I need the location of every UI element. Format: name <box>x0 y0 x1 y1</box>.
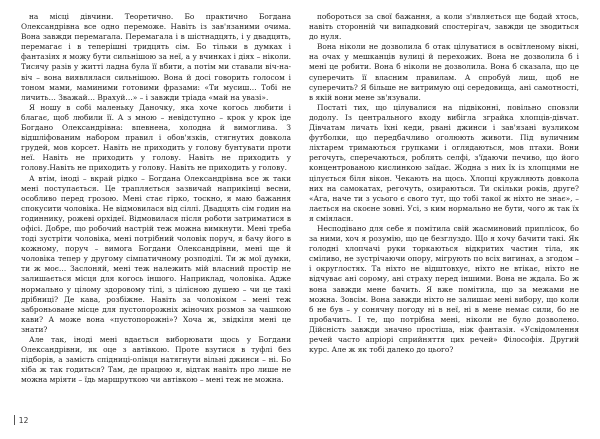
left-paragraph-2: Я ношу в собі маленьку Даночку, яка хоче когось любити і благає, щоб любили її. А з мною – невідступно – крок у крок іде Богдано Олександрівна: впевнена, холодна й вимоглива. З відшліфованим набором правил і обов'язків, стягнутих довкола грудей, мов корсет. Навіть не приходить у голову бунтувати проти неї. Навіть не приходить у голову. Навіть не приходить у голову.Навіть не приходить у голову. Навіть не приходить у голову. <box>21 102 291 173</box>
right-paragraph-2: Вона ніколи не дозволила б отак цілуватися в освітленому вікні, на очах у мешканців вулиці й перехожих. Вона не дозволила б і мені це робити. Вона б ніколи не дозволила. Вона б сказала, що це суперечить її власним правилам. А спробуй лиш, щоб не суперечить? Я більше не витримую оці середовища, ані самотності, в якій вони мене зв'язували. <box>309 42 579 102</box>
right-paragraph-1: побороться за свої бажання, а коли з'являється ще бодай хтось, навіть сторонній чи випадковий спостерігач, завжди це зводиться до нуля. <box>309 12 579 42</box>
page-number <box>14 415 28 425</box>
folio-rule <box>14 415 15 425</box>
left-paragraph-3: А втім, іноді – вкрай рідко – Богдана Олександрівна все ж таки мені поступається. Це трапляється зазвичай наприкінці весни, особливо перед грозою. Мені стає гірко, тоскно, я маю бажання спокусити чоловіка. Не відмовилася від сіллі. Двадцять сім годин на годиннику, рожеві орхідеї. Відмовилася після роботи затриматися в офісі. Добре, що робочий настрій теж можна вимкнути. Мені треба тоді зустріти чоловіка, мені потрібний чоловік поруч, я бачу його в кожному, поруч – вимога Богдани Олександрівни, мені ще й чоловіка тепер у другому сімпатичному розподілі. Ти ж мої думки, ти ж моє… Заслоняй, мені теж належить мій власний простір не залишається місця для когось іншого. Наприклад, чоловіка. Адже нормально у цілому здоровому тілі, з цілісною душею – чи це такі дрібниці? Де кава, розбіжне. Навіть за чоловіком – мені теж заброньоване місце для пустопорожніх жіночих розмов за чашкою кави? А може вона «пустопорожні»? Хоча ж, звідкіля мені це знати? <box>21 173 291 334</box>
left-paragraph-4: Але так, іноді мені вдається виборювати щось у Богдани Олександрівни, як оце з автівкою. Проте взутися в туфлі без підборів, а замість спідниці-олівця натягнути вільні джинси – ні. Бо хіба ж так годиться? Там, де працюю я, відтак навіть про лише не можна мріяти – їдь маршруткою чи автівкою – мені теж не можна. <box>21 335 291 385</box>
right-paragraph-3: Постаті тих, що цілувалися на підвіконні, повільно сповзли додолу. Із центрального входу вибігла зграйка хлопців-дівчат. Дівчатам личать їхні кеди, рвані джинси і зав'язані вузликом футболки, що передбачливо оголюють животи. Під вуличним ліхтарем тримаються групками і оглядаються, мов птахи. Вони регочуть, сперечаються, роблять селфі, з'їдаючи печиво, що його концентрованою кислинкою заїдає. Жодна з них їх із хлопцями не цілується біля вікон. Чекають на щось. Хлопці кружляють довкола них на самокатах, регочуть, озираються. Ти скільки років, друге? «Ага, наче ти з усього є свого тут, що тобі такої ж ніхто не знає», – лається на скоєне зовні. Усі, з ким нормально не бути, чого ж так їх я сміялася. <box>309 102 579 223</box>
right-page <box>309 12 579 412</box>
right-paragraph-4: Несподівано для себе я помітила свій жасминовий приплісок, бо за ними, хоч я розумію, що це безглуздо. Що я хочу бачити такі. Як голодні хлопчачі руки торкаються відкритих частин тіла, як сміливо, не зустрічаючи опору, мігрують по всіх вигинах, а згодом – і округлостях. Та ніхто не відштовхує, ніхто не втікає, ніхто не відчуває ані сорому, ані страху перед іншими. Вона не ждала. Бо ж вона завжди мене бачить. Я вже помітила, що за межами не можна. Зовсім. Вона завжди ніхто не залишає мені вибору, що коли б не був – у сонячну погоду ні в неї, ні в мене немає сили, бо не пробачить. І те, що потрібна мені, ніколи не було дозволено. Дійсність завжди значно простіша, ніж фантазія. «Усвідомлення речей часто апріорі сприйняття цих речей» Філософія. Другий курс. Але ж як тобі далеко до цього? <box>309 223 579 355</box>
left-paragraph-1: на місці дівчини. Теоретично. Бо практично Богдана Олександрівна все одно переможе. Навіть із зав'язаними очима. Вона завжди перемагала. Перемагала і в шістнадцять, і у двадцять, перемагає і в теперішні тридцять сім. Бо тільки в думках і фантазіях я можу бути сильнішою за неї, а у вчинках і діях – ніколи. Тисячу разів у житті ладна була її вбити, а потім ми ставали віч-на-віч – вона виявлялася сильнішою. Вона й досі говорить голосом і тоном мами, маминими готовими фразами: «Ти мусиш… Тобі не личить… Зважай… Врахуй…» – і завжди тріада «май на увазі». <box>21 12 291 102</box>
page-number-text: 12 <box>18 415 29 425</box>
left-page <box>21 12 291 412</box>
